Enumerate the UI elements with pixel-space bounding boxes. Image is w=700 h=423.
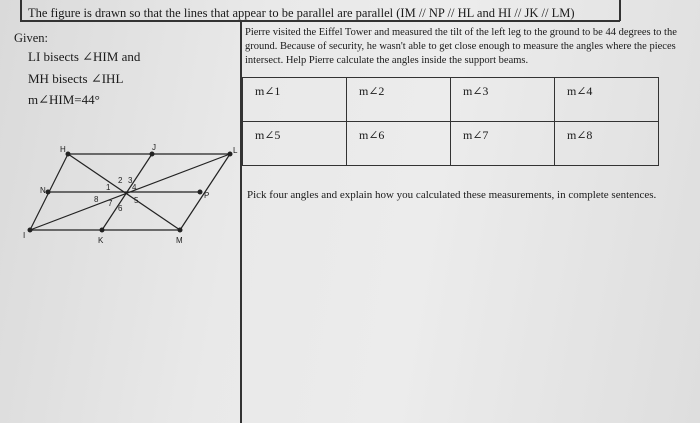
title-underline xyxy=(20,20,620,22)
point-i xyxy=(28,228,33,233)
label-p: P xyxy=(204,191,210,200)
title-right-border xyxy=(619,0,621,21)
page-title: The figure is drawn so that the lines that appear to be parallel are parallel (IM // NP // HL and HI // JK // LM) xyxy=(28,6,575,20)
instructions: Pick four angles and explain how you calculated these measurements, in complete sentences. xyxy=(247,189,657,201)
angle-cell-7[interactable]: m∠7 xyxy=(451,122,555,166)
angle-cell-4[interactable]: m∠4 xyxy=(555,78,659,122)
angle-label-1: 1 xyxy=(106,183,111,192)
angle-label-4: 4 xyxy=(132,183,137,192)
angle-label-5: 5 xyxy=(134,196,139,205)
label-j: J xyxy=(152,143,156,152)
table-row xyxy=(243,78,659,122)
angle-label-8: 8 xyxy=(94,195,99,204)
angle-label-3: 3 xyxy=(128,176,133,185)
point-j xyxy=(150,152,155,157)
point-n xyxy=(46,190,51,195)
angle-label-6: 6 xyxy=(118,204,123,213)
label-n: N xyxy=(40,186,46,195)
problem-statement: Pierre visited the Eiffel Tower and measured the tilt of the left leg to the ground to be 44 degrees to the ground. Because of security, he wasn't able to get close enough to measure the angles where the pieces intersect. Help Pierre calculate the angles inside the support beams. xyxy=(245,27,677,66)
angle-cell-1[interactable]: m∠1 xyxy=(243,78,347,122)
angle-cell-6[interactable]: m∠6 xyxy=(347,122,451,166)
given-line-1: LI bisects ∠HIM and xyxy=(28,49,141,64)
point-m xyxy=(178,228,183,233)
label-k: K xyxy=(98,236,104,245)
angle-cell-8[interactable]: m∠8 xyxy=(555,122,659,166)
angle-cell-5[interactable]: m∠5 xyxy=(243,122,347,166)
label-l: L xyxy=(233,146,238,155)
given-heading: Given: xyxy=(14,31,49,45)
angle-cell-2[interactable]: m∠2 xyxy=(347,78,451,122)
angle-table xyxy=(242,77,659,166)
title-left-border xyxy=(20,0,22,21)
label-m: M xyxy=(176,236,183,245)
angle-label-2: 2 xyxy=(118,176,123,185)
point-h xyxy=(66,152,71,157)
parallel-lines-figure xyxy=(20,140,240,255)
given-line-3: m∠HIM=44° xyxy=(28,92,100,107)
angle-label-7: 7 xyxy=(108,199,113,208)
label-i: I xyxy=(23,231,26,240)
label-h: H xyxy=(60,145,66,154)
given-line-2: MH bisects ∠IHL xyxy=(28,71,124,86)
table-row xyxy=(243,122,659,166)
angle-cell-3[interactable]: m∠3 xyxy=(451,78,555,122)
point-k xyxy=(100,228,105,233)
point-l xyxy=(228,152,233,157)
point-p xyxy=(198,190,203,195)
